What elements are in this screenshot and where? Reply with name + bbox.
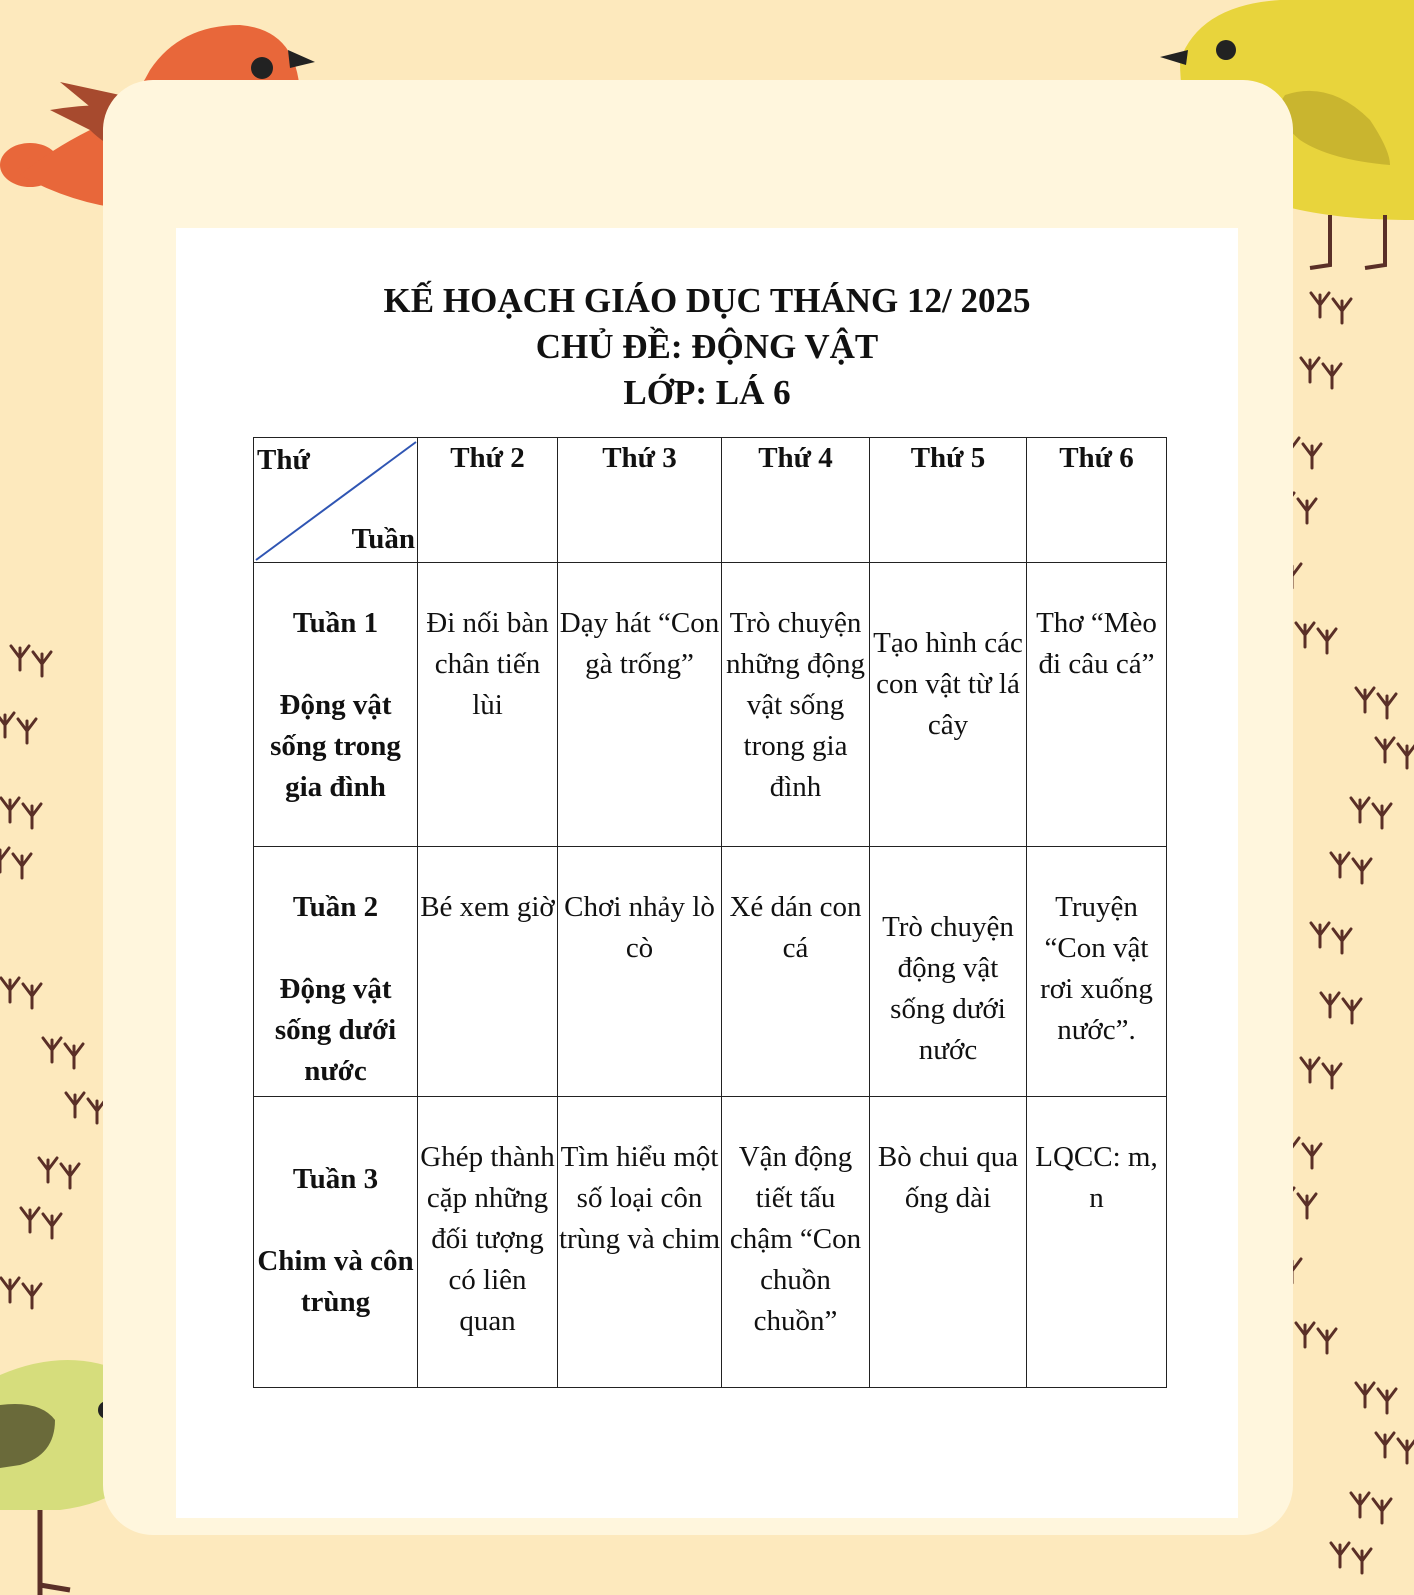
activity-cell: Vận động tiết tấu chậm “Con chuồn chuồn” <box>722 1097 870 1388</box>
header-day-6: Thứ 6 <box>1027 438 1167 563</box>
title-line-plan: KẾ HOẠCH GIÁO DỤC THÁNG 12/ 2025 <box>383 281 1031 320</box>
header-day-2: Thứ 2 <box>418 438 558 563</box>
corner-label-week: Tuần <box>351 523 415 555</box>
activity-cell: Xé dán con cá <box>722 847 870 1097</box>
week-2-cell <box>254 847 418 1097</box>
week-1-cell <box>254 563 418 847</box>
table-row-week-2 <box>254 847 1167 1097</box>
activity-cell: Bé xem giờ <box>418 847 558 1097</box>
activity-cell: Đi nối bàn chân tiến lùi <box>418 563 558 847</box>
activity-cell: Trò chuyện những động vật sống trong gia đình <box>722 563 870 847</box>
title-line-topic: CHỦ ĐỀ: ĐỘNG VẬT <box>535 327 879 366</box>
activity-cell: Thơ “Mèo đi câu cá” <box>1027 563 1167 847</box>
activity-cell: Ghép thành cặp những đối tượng có liên quan <box>418 1097 558 1388</box>
header-day-5: Thứ 5 <box>870 438 1027 563</box>
activity-cell: Bò chui qua ống dài <box>870 1097 1027 1388</box>
activity-cell: Chơi nhảy lò cò <box>558 847 722 1097</box>
plan-table <box>253 437 1167 1388</box>
document-title <box>176 278 1238 416</box>
activity-cell: Truyện “Con vật rơi xuống nước”. <box>1027 847 1167 1097</box>
header-day-4: Thứ 4 <box>722 438 870 563</box>
title-line-class: LỚP: LÁ 6 <box>623 373 791 412</box>
activity-cell: Dạy hát “Con gà trống” <box>558 563 722 847</box>
table-header-row <box>254 438 1167 563</box>
header-day-3: Thứ 3 <box>558 438 722 563</box>
week-label: Tuần 3 <box>292 1163 379 1195</box>
activity-cell: Tạo hình các con vật từ lá cây <box>870 563 1027 847</box>
activity-cell: Tìm hiểu một số loại côn trùng và chim <box>558 1097 722 1388</box>
week-topic: Động vật sống trong gia đình <box>270 689 401 803</box>
table-row-week-1 <box>254 563 1167 847</box>
week-label: Tuần 1 <box>292 607 379 639</box>
table-row-week-3 <box>254 1097 1167 1388</box>
week-topic: Động vật sống dưới nước <box>274 973 397 1087</box>
activity-cell: Trò chuyện động vật sống dưới nước <box>870 847 1027 1097</box>
corner-label-day: Thứ <box>257 444 310 476</box>
corner-header-cell <box>254 438 418 563</box>
week-3-cell <box>254 1097 418 1388</box>
week-label: Tuần 2 <box>292 891 379 923</box>
activity-cell: LQCC: m, n <box>1027 1097 1167 1388</box>
week-topic: Chim và côn trùng <box>257 1245 414 1318</box>
